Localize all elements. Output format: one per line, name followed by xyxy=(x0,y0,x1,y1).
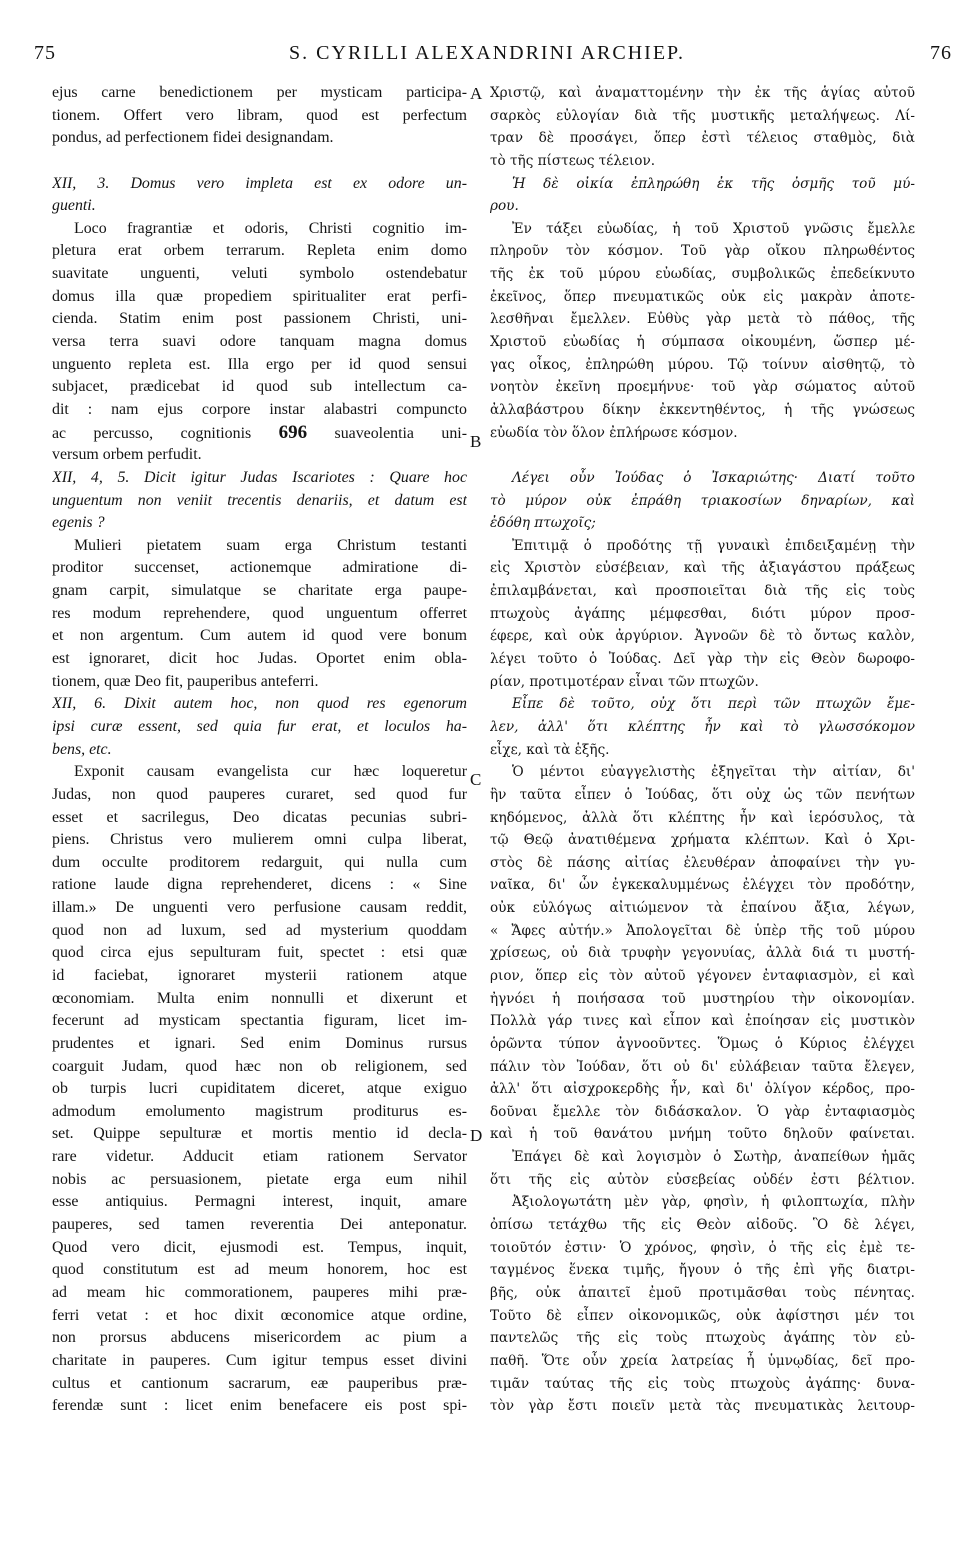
latin-line: ratione laude digna reprehenderet, dicens : « Sine xyxy=(52,876,467,894)
latin-line: set. Quippe sepulturæ et mortis mentio id decla- xyxy=(52,1125,467,1143)
greek-line: τραν δὲ προσάγει, ὅπερ ἐστὶ τέλειος σταθμὸς, διὰ xyxy=(490,130,915,147)
greek-line: ἀλλαβάστρου δίκην ἐκκεντηθέντος, ἡ τῆς γνώσεως xyxy=(490,401,915,418)
latin-blank xyxy=(52,150,467,173)
greek-line: « Ἄφες αὐτήν.» Ἀπολογεῖται δὲ ὑπὲρ τῆς τοῦ μύρου xyxy=(490,922,915,939)
latin-line: ferri vetat : et hoc dixit œconomice atque ordine, xyxy=(52,1306,467,1324)
latin-line: Mulieri pietatem suam erga Christum testanti xyxy=(74,536,467,554)
greek-line: Ἐπιτιμᾷ ὁ προδότης τῇ γυναικὶ ἐπιδειξαμένῃ τὴν xyxy=(512,537,915,554)
latin-line: cienda. Statim enim post passionem Christi, uni- xyxy=(52,310,467,328)
page-number-right: 76 xyxy=(930,42,952,64)
latin-line: quod constitutum est ad meum honorem, hoc est xyxy=(52,1261,467,1279)
latin-lemma: XII, 6. Dixit autem hoc, non quod res egenorum xyxy=(52,695,467,713)
latin-line: œconomiam. Multa enim nonnulli et dixerunt et xyxy=(52,989,467,1007)
margin-letter-b: B xyxy=(470,432,482,451)
greek-line: ἐπιλαμβάνεται, καὶ προσποιεῖται διὰ τῆς εἰς τοὺς xyxy=(490,583,915,600)
latin-line: tionem, quæ Deo fit, pauperibus anteferri. xyxy=(52,672,319,690)
greek-line: Ἀξιολογωτάτη μὲν γὰρ, φησὶν, ἡ φιλοπτωχία, πλὴν xyxy=(512,1194,915,1211)
greek-line: ἀλλ' ὅτι αἰσχροκερδὴς ἦν, καὶ δι' ὀλίγον κέρδος, προ- xyxy=(490,1081,915,1098)
latin-lemma: XII, 3. Domus vero impleta est ex odore un- xyxy=(52,174,467,192)
greek-lemma: Λέγει οὖν Ἰούδας ὁ Ἰσκαριώτης· Διατί τοῦτο xyxy=(512,469,915,486)
latin-line: ejus carne benedictionem per mysticam participa- xyxy=(52,84,467,101)
latin-line: dum occulte proditorem redarguit, qui nulla cum xyxy=(52,853,467,871)
running-title: S. CYRILLI ALEXANDRINI ARCHIEP. xyxy=(289,42,685,64)
margin-letter-d: D xyxy=(470,1126,483,1145)
greek-line: ὁρῶντα τύπον ἀγνοοῦντες. Ὅμως ὁ Κύριος ἐλέγχει xyxy=(490,1035,915,1052)
latin-line: charitate in pauperes. Cum igitur tempus esset divini xyxy=(52,1351,467,1369)
column-number-marker: 696 xyxy=(278,421,308,443)
latin-line: subjacet, prædicebat id quod sub intellectum ca- xyxy=(52,378,467,396)
latin-line: et non argentum. Cum autem id quod vere bonum xyxy=(52,627,467,645)
greek-line: Πολλὰ γάρ τινες καὶ εἶπον καὶ ἐποίησαν εἰς μυστικὸν xyxy=(490,1013,915,1030)
greek-line: Ὁ μέντοι εὐαγγελιστὴς ἐξηγεῖται τὴν αἰτίαν, δι' xyxy=(512,764,915,781)
latin-line: Judas, non quod pauperes curaret, sed quod fur xyxy=(52,785,467,803)
latin-line: suavitate unguenti, veluti symbolo ostendebatur xyxy=(52,265,467,283)
latin-line: nobis ac persuasionem, pietate erga eum nihil xyxy=(52,1170,467,1188)
latin-lemma: bens, etc. xyxy=(52,740,112,758)
greek-line: τῆς ἐκ τοῦ μύρου εὐωδίας, συμβολικῶς ἐπεδείκνυτο xyxy=(490,266,915,283)
latin-line: quod circa ejus sepulturam fuit, spectet : etsi quæ xyxy=(52,944,467,962)
latin-line: admodum emolumento magistrum proditurus es- xyxy=(52,1102,467,1120)
greek-line: τῷ Θεῷ ἀνατιθέμενα χρήματα κλέπτων. Καὶ ὁ Χρι- xyxy=(490,832,915,849)
latin-line: domus illa quæ propediem spiritualiter erat perfi- xyxy=(52,287,467,305)
greek-line: Χριστοῦ εὐωδίας ἡ σύμπασα οἰκουμένη, ὥσπερ μέ- xyxy=(490,334,915,351)
latin-lemma: ipsi curæ essent, sed quia fur erat, et loculos ha- xyxy=(52,717,467,735)
latin-line: ad meam hic commorationem, pauperes mihi præ- xyxy=(52,1283,467,1301)
greek-line: πληροῦν τὸν κόσμον. Τοῦ γὰρ οἴκου πληρωθέντος xyxy=(490,243,915,260)
greek-line: γας οἶκος, ἐπληρώθη μύρου. Τῷ τοίνυν αἰσθητῷ, τὸ xyxy=(490,356,915,373)
greek-line: νοητὸν ἐκεῖνη προεμήνυε· τοῦ γὰρ σώματος αὐτοῦ xyxy=(490,379,915,396)
greek-line: τὸ τῆς πίστεως τέλειον. xyxy=(490,152,656,169)
latin-line: versum orbem perfudit. xyxy=(52,446,202,464)
greek-column xyxy=(490,82,915,1440)
latin-line: tionem. Offert vero libram, quod est perfectum xyxy=(52,106,467,124)
greek-lemma: ρου. xyxy=(490,198,519,215)
latin-line: ferendæ sunt : licet enim benefacere eis post spi- xyxy=(52,1397,467,1415)
greek-line: Ἐν τάξει εὐωδίας, ἡ τοῦ Χριστοῦ γνῶσις ἔμελλε xyxy=(512,220,915,237)
latin-line-with-column-number xyxy=(52,422,467,445)
latin-line: gnam carpit, simulatque se charitate erga paupe- xyxy=(52,582,467,600)
latin-line: est ignoraret, dicit hoc Judas. Oportet enim obla- xyxy=(52,650,467,668)
greek-line: ριον, ὅπερ εἰς τὸν αὐτοῦ γέγονεν ἐνταφιασμὸν, εἰ καὶ xyxy=(490,967,915,984)
latin-line-start: ac percusso, cognitionis xyxy=(52,424,252,442)
latin-line: fecerunt ad mysticam spectantia figuram, licet im- xyxy=(52,1012,467,1030)
greek-line: Ἐπάγει δὲ καὶ λογισμὸν ὁ Σωτὴρ, ἀναπείθων ἡμᾶς xyxy=(512,1149,915,1166)
greek-line: ὀπίσω τετάχθω τῆς εἰς Θεὸν αἰδοῦς. Ὃ δὲ λέγει, xyxy=(490,1217,915,1234)
greek-line: ρίαν, προτιμοτέραν εἶναι τῶν πτωχῶν. xyxy=(490,673,759,690)
greek-line: ἠγνόει ἡ ποιήσασα τοῦ μυστηρίου τὴν οἰκονομίαν. xyxy=(490,990,915,1007)
latin-lemma: XII, 4, 5. Dicit igitur Judas Iscariotes : Quare hoc xyxy=(52,468,467,486)
greek-line: τιμᾶν ταύτας τῆς εἰς τοὺς πτωχοὺς ἀγάπης· δυνα- xyxy=(490,1375,915,1392)
latin-line: esset et sacrilegus, Deo dicatas pecunias subri- xyxy=(52,808,467,826)
greek-line: λέγει τοῦτο ὁ Ἰούδας. Δεῖ γὰρ τὴν εἰς Θεὸν δωροφο- xyxy=(490,651,915,668)
latin-line: proditor succenset, actionemque admiratione di- xyxy=(52,559,467,577)
latin-line: ob turpis lucri cupiditatem diceret, atque exiguo xyxy=(52,1080,467,1098)
margin-letter-a: A xyxy=(470,84,483,103)
latin-line: non prorsus abducens misericordem ac pium a xyxy=(52,1329,467,1347)
latin-line: Loco fragrantiæ et odoris, Christi cognitio im- xyxy=(74,219,467,237)
latin-line: id faciebat, ignoraret mysterii rationem atque xyxy=(52,966,467,984)
latin-line: Exponit causam evangelista cur hæc loqueretur xyxy=(74,763,467,781)
latin-lemma: unguentum non veniit trecentis denariis, et datum est xyxy=(52,491,467,509)
greek-line: ὅτι τῆς εἰς αὐτὸν εὐσεβείας οὐδέν ἐστι βέλτιον. xyxy=(490,1171,915,1188)
latin-line: cultus et cantionum sacrarum, eæ pauperibus præ- xyxy=(52,1374,467,1392)
latin-line: coarguit Judam, quod hæc non ob religionem, sed xyxy=(52,1057,467,1075)
latin-line: rare videtur. Adducit etiam rationem Servator xyxy=(52,1148,467,1166)
latin-line: pondus, ad perfectionem fidei designandam. xyxy=(52,129,334,147)
greek-line: Χριστῷ, καὶ ἀναματτομένην τὴν ἐκ τῆς ἁγίας αὐτοῦ xyxy=(490,85,915,101)
greek-lemma: Ἡ δὲ οἰκία ἐπληρώθη ἐκ τῆς ὀσμῆς τοῦ μύ- xyxy=(512,175,915,192)
latin-line: pauperes, sed tamen reverentia Dei anteponatur. xyxy=(52,1216,467,1234)
latin-line: unguento repleta est. Illa ergo per id quod sensui xyxy=(52,355,467,373)
latin-lemma: guenti. xyxy=(52,197,96,215)
greek-line xyxy=(490,1418,915,1441)
greek-line: Τοῦτο δὲ εἶπεν οἰκονομικῶς, οὐκ ἀφίστησι μέν τοι xyxy=(490,1307,915,1324)
greek-line: εἶχε, καὶ τὰ ἑξῆς. xyxy=(490,741,610,758)
greek-line: οὐκ εὐλόγως αἰτιώμενον τὰ ἐπαίνου ἄξια, λέγων, xyxy=(490,900,915,917)
margin-letter-c: C xyxy=(470,770,482,789)
greek-line: δοῦναι ἔμελλε τὸν διδάσκαλον. Ὁ γὰρ ἐνταφιασμὸς xyxy=(490,1103,915,1120)
greek-line: παθῆ. Ὅτε οὖν χρεία λατρείας ἦ ὑμνῳδίας, δεῖ προ- xyxy=(490,1352,915,1369)
greek-blank xyxy=(490,444,915,467)
greek-line: εἰς Χριστὸν εὐσέβειαν, καὶ τῆς ἀξιαγάστου πράξεως xyxy=(490,560,915,577)
latin-column xyxy=(52,82,467,1418)
greek-line: ἣν ταῦτα εἶπεν ὁ Ἰούδας, ὅτι οὐχ ὡς τῶν πενήτων xyxy=(490,786,915,803)
greek-line: χρίσεως, οὐ διὰ τρυφὴν γεγονυίας, ἀλλὰ διά τι μυστή- xyxy=(490,945,915,962)
latin-line: illam.» De unguenti vero perfusione causam reddit, xyxy=(52,899,467,917)
greek-line: τὸν γὰρ ἔστι ποιεῖν μετὰ τὰς πνευματικὰς λειτουρ- xyxy=(490,1398,915,1415)
greek-line: καὶ ἡ τοῦ θανάτου μνήμη τοῦτο δηλοῦν φαίνεται. xyxy=(490,1126,915,1143)
latin-line: Quod vero dicit, ejusmodi est. Tempus, inquit, xyxy=(52,1238,467,1256)
latin-line: versa terra suavi odore tanquam magna domus xyxy=(52,333,467,351)
latin-line: prudentes et ignari. Sed enim Dominus rursus xyxy=(52,1034,467,1052)
greek-line: βῆς, οὐκ ἀπαιτεῖ ἐμοῦ προτιμᾶσθαι τοὺς πένητας. xyxy=(490,1284,915,1301)
running-header xyxy=(22,42,952,72)
greek-line: ταγμένος ἕνεκα τιμῆς, ἤγουν ὁ τῆς ἐπὶ γῆς διατρι- xyxy=(490,1262,915,1279)
greek-line: σαρκὸς εὐλογίαν διὰ τῆς μυστικῆς μεταλήψεως. Λί- xyxy=(490,107,915,124)
latin-line: esse antiquius. Permagni interest, inquit, amare xyxy=(52,1193,467,1211)
latin-line: piens. Christus vero mulierem omni culpa liberat, xyxy=(52,831,467,849)
greek-line: πτωχοὺς ἀγάπης μέμφεσθαι, διότι μύρον προσ- xyxy=(490,605,915,622)
greek-lemma: λεν, ἀλλ' ὅτι κλέπτης ἦν καὶ τὸ γλωσσόκομον xyxy=(490,718,915,735)
latin-line: quod non ad luxum, sed ad mysterium quoddam xyxy=(52,921,467,939)
latin-line: dit : nam ejus corpore instar alabastri compuncto xyxy=(52,400,467,418)
latin-line: pletura erat orbem terrarum. Repleta enim domo xyxy=(52,242,467,260)
greek-line: εὐωδία τὸν ὅλον ἐπλήρωσε κόσμον. xyxy=(490,424,738,441)
greek-line: ναῖκα, δι' ὧν ἐγκεκαλυμμένως ἐλέγχει τὸν προδότην, xyxy=(490,877,915,894)
latin-lemma: egenis ? xyxy=(52,514,105,532)
greek-line: πάλιν τὸν Ἰούδαν, ὅτι οὐ δι' εὐλάβειαν ταῦτα ἔλεγεν, xyxy=(490,1058,915,1075)
latin-line-end: suaveolentia uni- xyxy=(334,424,467,442)
greek-line: τοιοῦτόν ἐστιν· Ὁ χρόνος, φησὶν, ὁ τῆς εἰς ἐμὲ τε- xyxy=(490,1239,915,1256)
greek-line: κηδόμενος, ἀλλὰ ὅτι κλέπτης ἦν καὶ ἱερόσυλος, τὰ xyxy=(490,809,915,826)
greek-line: παντελῶς τῆς εἰς τοὺς πτωχοὺς ἀγάπης τὸν εὐ- xyxy=(490,1330,915,1347)
greek-line: έφερε, καὶ οὐκ ἀργύριον. Ἀγνοῶν δὲ τὸ ὄντως καλὸν, xyxy=(490,628,915,645)
latin-line: res modum reprehendere, quod unguentum offerret xyxy=(52,604,467,622)
page-number-left: 75 xyxy=(34,42,56,64)
greek-line: στὸς δὲ πάσης αἰτίας ἐλευθέραν ἀποφαίνει τὴν γυ- xyxy=(490,854,915,871)
greek-lemma: τὸ μύρον οὐκ ἐπράθη τριακοσίων δηναρίων, καὶ xyxy=(490,492,915,509)
greek-lemma: ἐδόθη πτωχοῖς; xyxy=(490,515,596,532)
greek-line: λεσθῆναι ἔμελλεν. Εὐθὺς γὰρ μετὰ τὸ πάθος, τῆς xyxy=(490,311,915,328)
greek-lemma: Εἶπε δὲ τοῦτο, οὐχ ὅτι περὶ τῶν πτωχῶν ἔμε- xyxy=(512,696,915,713)
greek-line: ἐκεῖνος, ὅπερ πνευματικῶς οὐκ εἰς μακρὰν ἀποτε- xyxy=(490,288,915,305)
